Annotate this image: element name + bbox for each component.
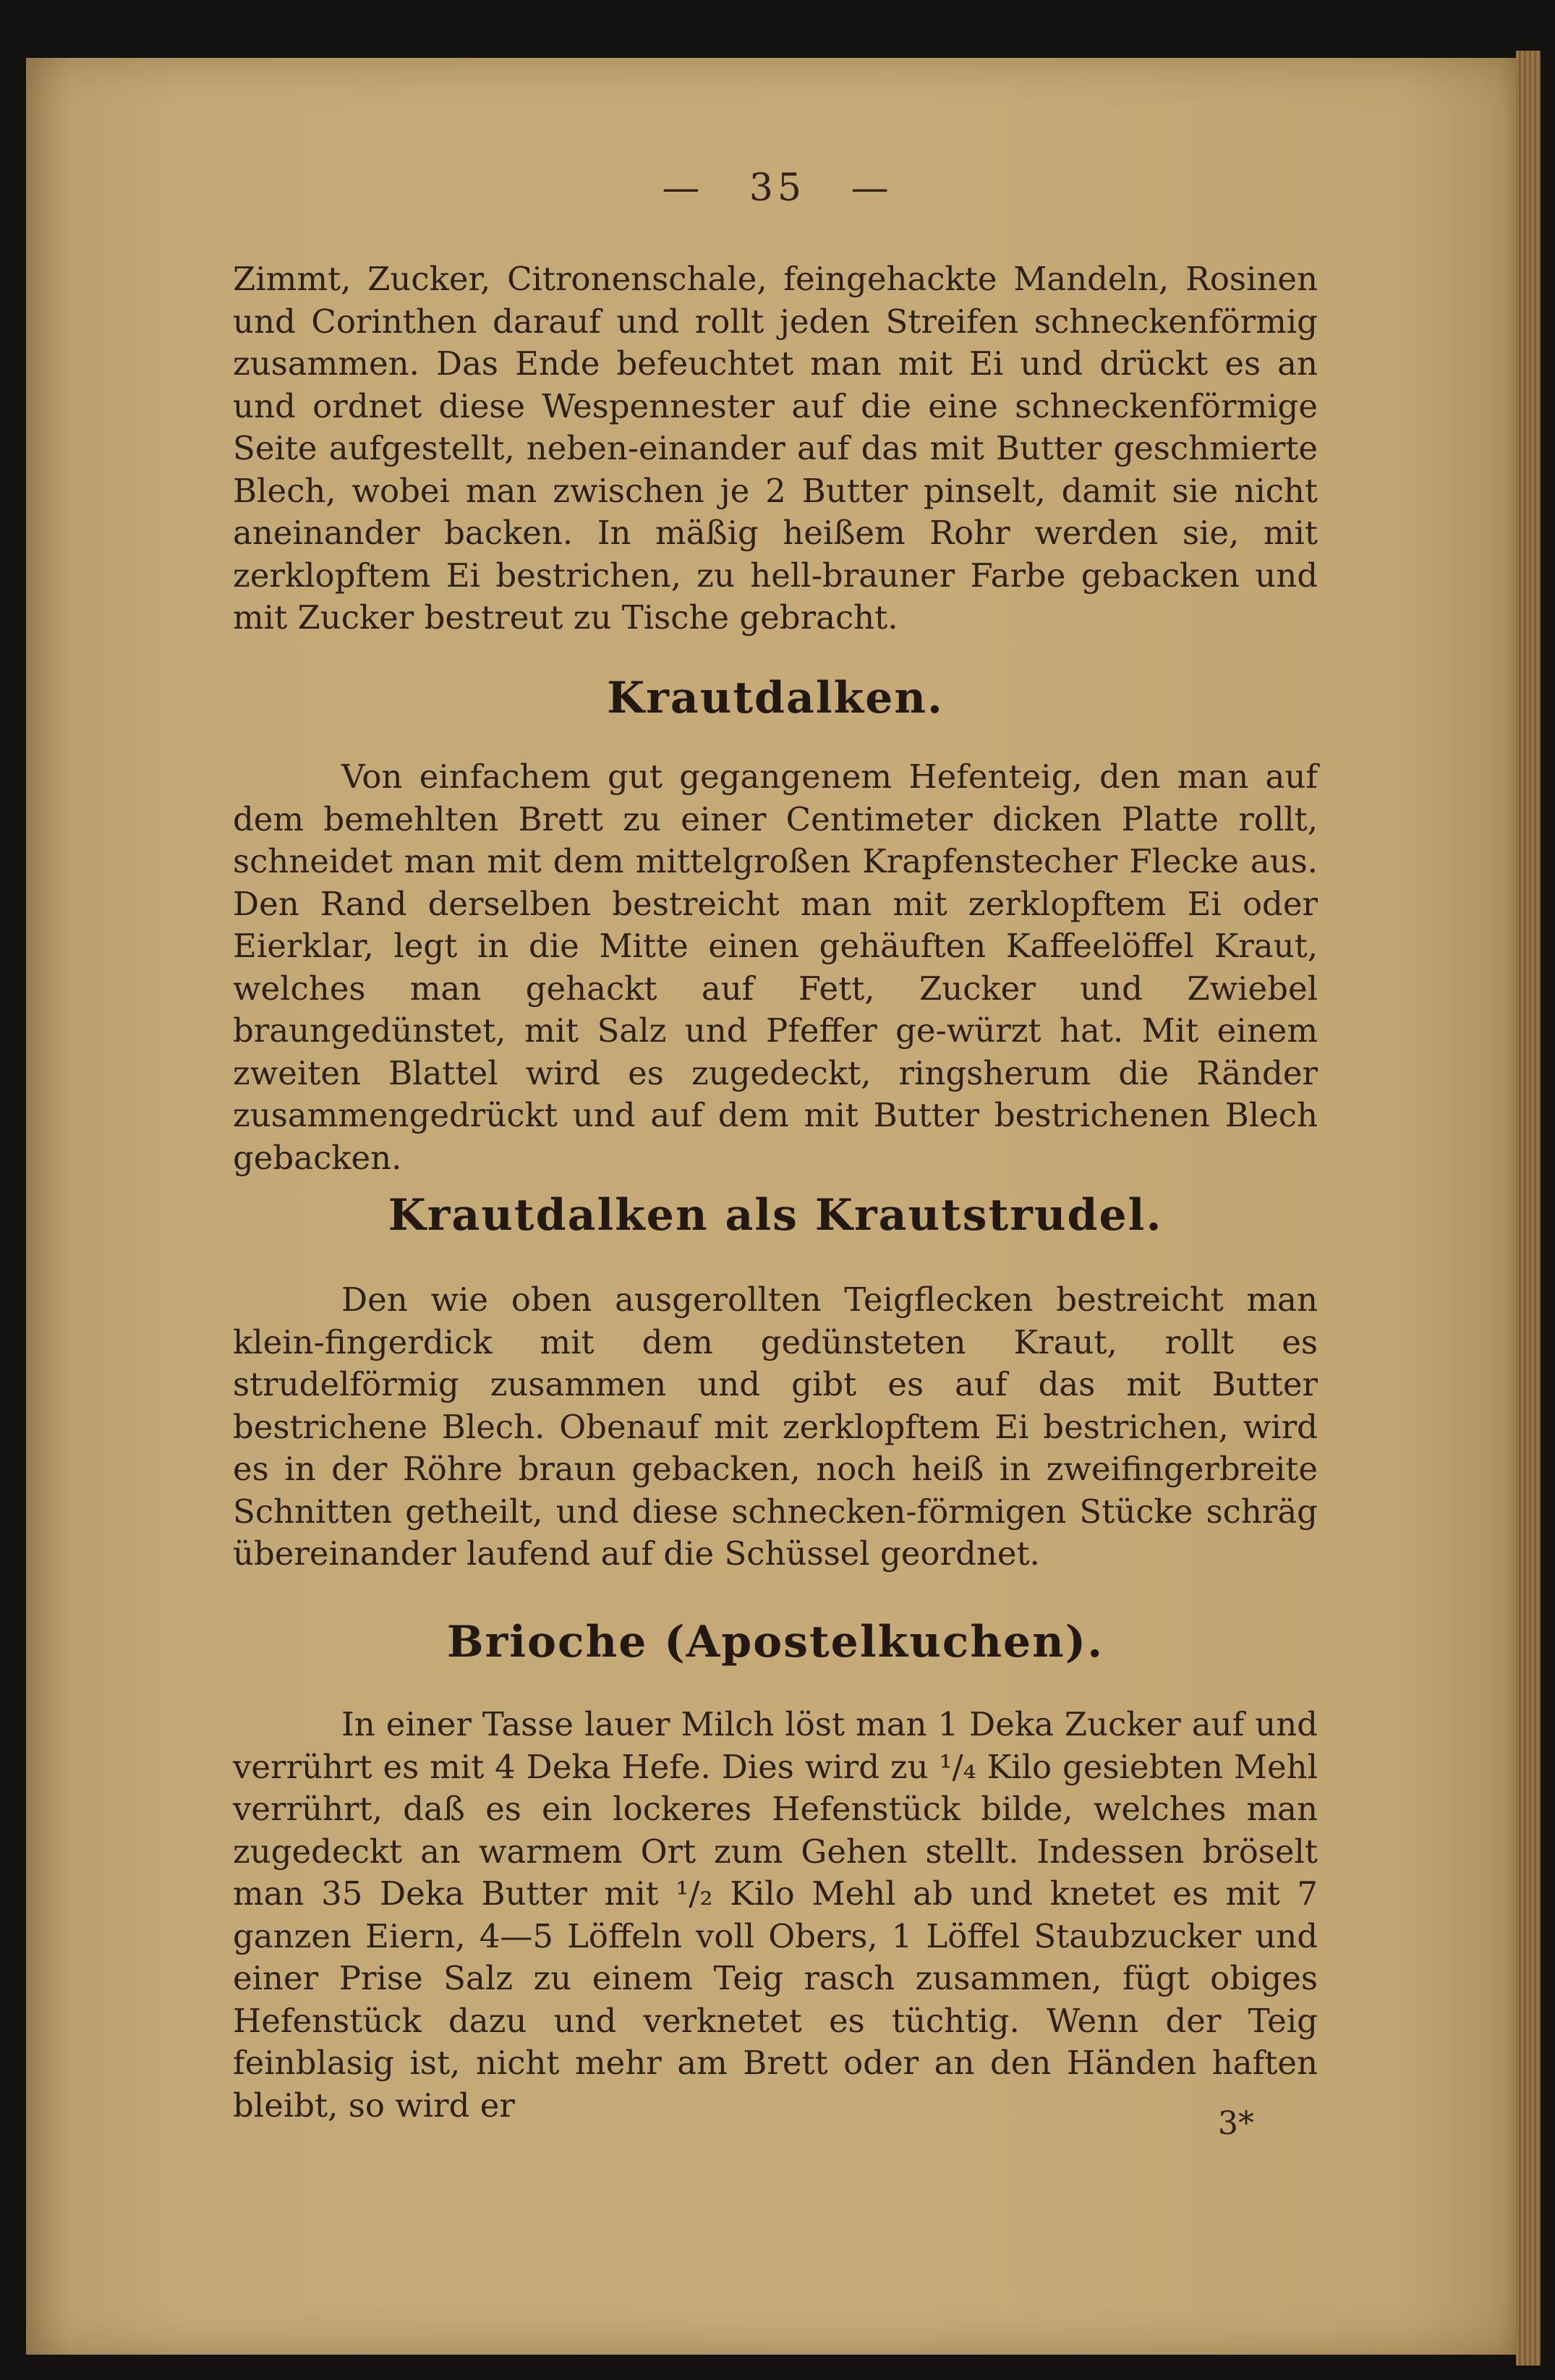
signature-mark: 3* [1218, 2105, 1254, 2142]
page-header [0, 166, 1555, 210]
section-paragraph-krautstrudel [233, 1279, 1318, 1576]
header-dash-right: — [851, 166, 893, 210]
section-paragraph-brioche [233, 1704, 1318, 2127]
paragraph-text: Den wie oben ausgerollten Teigflecken bestreicht man klein-fingerdick mit dem gedünsteten Kraut, rollt es strudelförmig zusammen und gibt es auf das mit Butter bestrichene Blech. Obenauf mit zerklopftem Ei bestrichen, wird es in der Röhre braun gebacken, noch heiß in zweifingerbreite Schnitten getheilt, und diese schnecken-förmigen Stücke schräg übereinander laufend auf die Schüssel geordnet. [233, 1280, 1318, 1573]
page-edges [1516, 51, 1541, 2366]
section-title-krautdalken: Krautdalken. [607, 673, 944, 723]
paragraph-text: Zimmt, Zucker, Citronenschale, feingehackte Mandeln, Rosinen und Corinthen darauf und rollt jeden Streifen schneckenförmig zusammen. Das Ende befeuchtet man mit Ei und drückt es an und ordnet diese Wespennester auf die eine schneckenförmige Seite aufgestellt, neben-einander auf das mit Butter geschmierte Blech, wobei man zwischen je 2 Butter pinselt, damit sie nicht aneinander backen. In mäßig heißem Rohr werden sie, mit zerklopftem Ei bestrichen, zu hell-brauner Farbe gebacken und mit Zucker bestreut zu Tische gebracht. [233, 260, 1318, 637]
paragraph-text: Von einfachem gut gegangenem Hefenteig, den man auf dem bemehlten Brett zu einer Centimeter dicken Platte rollt, schneidet man mit dem mittelgroßen Krapfenstecher Flecke aus. Den Rand derselben bestreicht man mit zerklopftem Ei oder Eierklar, legt in die Mitte einen gehäuften Kaffeelöffel Kraut, welches man gehackt auf Fett, Zucker und Zwiebel braungedünstet, mit Salz und Pfeffer ge-würzt hat. Mit einem zweiten Blattel wird es zugedeckt, ringsherum die Ränder zusammengedrückt und auf dem mit Butter bestrichenen Blech gebacken. [233, 757, 1318, 1177]
section-title-brioche: Brioche (Apostelkuchen). [446, 1617, 1104, 1667]
continuation-paragraph [233, 258, 1318, 639]
header-dash-left: — [662, 166, 704, 210]
section-paragraph-krautdalken [233, 756, 1318, 1179]
page-number: 35 [749, 166, 806, 210]
paragraph-text: In einer Tasse lauer Milch löst man 1 Deka Zucker auf und verrührt es mit 4 Deka Hefe. Dies wird zu ¹/₄ Kilo gesiebten Mehl verrührt, daß es ein lockeres Hefenstück bilde, welches man zugedeckt an warmem Ort zum Gehen stellt. Indessen bröselt man 35 Deka Butter mit ¹/₂ Kilo Mehl ab und knetet es mit 7 ganzen Eiern, 4—5 Löffeln voll Obers, 1 Löffel Staubzucker und einer Prise Salz zu einem Teig rasch zusammen, fügt obiges Hefenstück dazu und verknetet es tüchtig. Wenn der Teig feinblasig ist, nicht mehr am Brett oder an den Händen haften bleibt, so wird er [233, 1705, 1318, 2125]
section-title-krautstrudel: Krautdalken als Krautstrudel. [388, 1190, 1163, 1241]
